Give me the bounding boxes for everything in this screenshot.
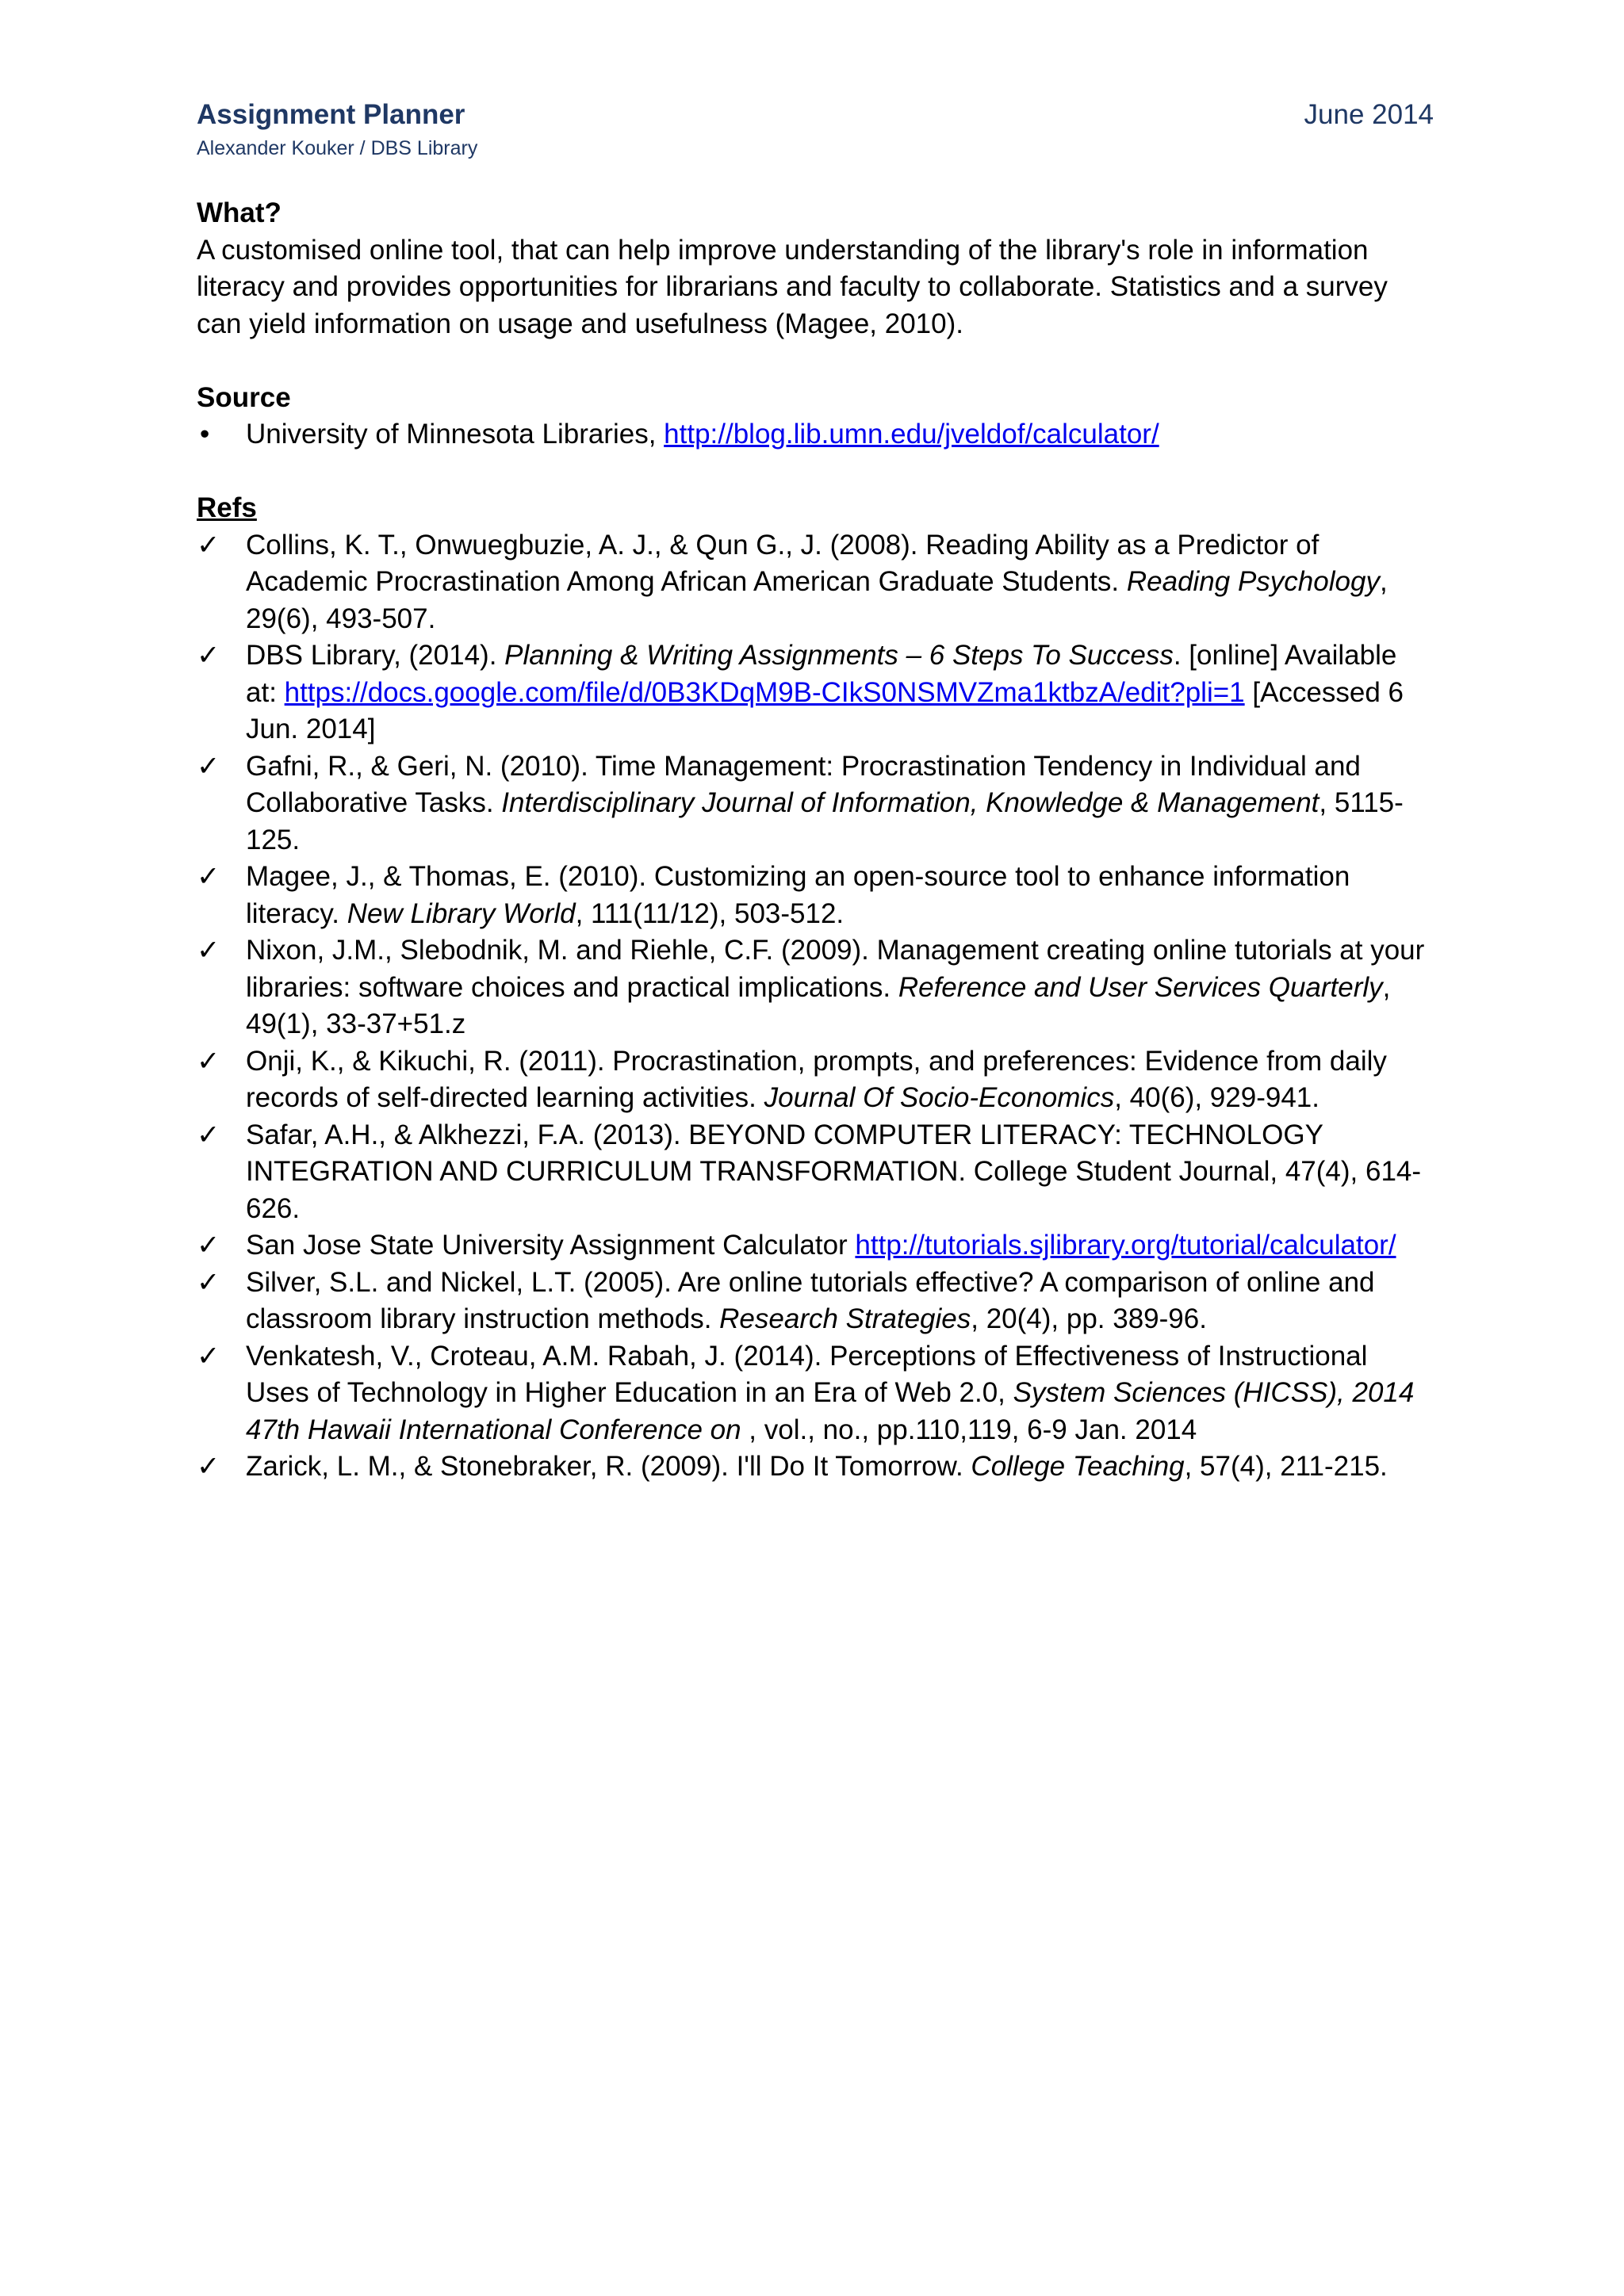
reference-text: Nixon, J.M., Slebodnik, M. and Riehle, C.F. (2009). Management creating online tutorials at your libraries: software choices and practical implications. (246, 935, 1425, 1003)
refs-heading: Refs (197, 492, 257, 523)
document-author: Alexander Kouker / DBS Library (197, 137, 478, 159)
reference-item (197, 748, 1434, 859)
what-paragraph: A customised online tool, that can help improve understanding of the library's role in information literacy and provides opportunities for librarians and faculty to collaborate. Statistics and a survey can yield information on usage and usefulness (Magee, 2010). (197, 234, 1388, 339)
reference-text: Zarick, L. M., & Stonebraker, R. (2009). I'll Do It Tomorrow. (246, 1451, 971, 1482)
reference-text: , 49(1), 33-37+51.z (246, 971, 1391, 1039)
reference-text: DBS Library, (2014). (246, 640, 505, 671)
checkmark-icon: ✓ (197, 1230, 220, 1261)
reference-text: Collins, K. T., Onwuegbuzie, A. J., & Qun G., J. (2008). Reading Ability as a Predictor of Academic Procrastination Among African American Graduate Students. (246, 529, 1320, 597)
reference-text: Magee, J., & Thomas, E. (2010). Customizing an open-source tool to enhance information literacy. (246, 861, 1350, 929)
checkmark-icon: ✓ (197, 1045, 220, 1077)
source-section (197, 380, 1434, 453)
reference-italic: Planning & Writing Assignments – 6 Steps To Success (504, 640, 1174, 671)
reference-text: Gafni, R., & Geri, N. (2010). Time Management: Procrastination Tendency in Individual and Collaborative Tasks. (246, 750, 1361, 818)
source-item-text: University of Minnesota Libraries, (246, 419, 665, 450)
reference-italic: Interdisciplinary Journal of Information, Knowledge & Management (501, 787, 1320, 818)
refs-section (197, 490, 1434, 1486)
spacer (197, 453, 1434, 491)
document-page (197, 94, 1434, 1482)
reference-text: , 5115-125. (246, 787, 1404, 855)
checkmark-icon: ✓ (197, 529, 220, 561)
reference-text: Safar, A.H., & Alkhezzi, F.A. (2013). BEYOND COMPUTER LITERACY: TECHNOLOGY INTEGRATION AND CURRICULUM TRANSFORMATION. College Student Journal, 47(4), 614-626. (246, 1119, 1422, 1224)
reference-italic: Journal Of Socio-Economics (764, 1082, 1115, 1113)
checkmark-icon: ✓ (197, 640, 220, 671)
reference-text: Silver, S.L. and Nickel, L.T. (2005). Are online tutorials effective? A comparison of online and classroom library instruction methods. (246, 1266, 1375, 1334)
reference-item (197, 1448, 1434, 1486)
document-title: Assignment Planner (197, 99, 465, 130)
bullet-icon: • (200, 419, 210, 450)
checkmark-icon: ✓ (197, 1119, 220, 1150)
reference-italic: Reference and User Services Quarterly (898, 971, 1383, 1003)
reference-text: , 20(4), pp. 389-96. (971, 1303, 1207, 1334)
reference-text: , 40(6), 929-941. (1114, 1082, 1320, 1113)
reference-link[interactable]: http://tutorials.sjlibrary.org/tutorial/calculator/ (855, 1230, 1396, 1261)
checkmark-icon: ✓ (197, 1266, 220, 1298)
reference-item (197, 527, 1434, 638)
checkmark-icon: ✓ (197, 935, 220, 966)
reference-item (197, 859, 1434, 932)
reference-text: Venkatesh, V., Croteau, A.M. Rabah, J. (2014). Perceptions of Effectiveness of Instructional Uses of Technology in Higher Education in an Era of Web 2.0, (246, 1340, 1368, 1408)
checkmark-icon: ✓ (197, 1340, 220, 1372)
reference-text: , 57(4), 211-215. (1184, 1451, 1388, 1482)
reference-item (197, 932, 1434, 1043)
source-heading: Source (197, 381, 291, 413)
reference-item (197, 1043, 1434, 1117)
source-item (197, 416, 1434, 453)
reference-italic: New Library World (347, 897, 576, 929)
document-body (197, 195, 1434, 1486)
reference-item (197, 1227, 1434, 1265)
reference-item (197, 1338, 1434, 1449)
reference-link[interactable]: https://docs.google.com/file/d/0B3KDqM9B-CIkS0NSMVZma1ktbzA/edit?pli=1 (284, 676, 1245, 708)
reference-text: , 111(11/12), 503-512. (575, 897, 845, 929)
source-link[interactable]: http://blog.lib.umn.edu/jveldof/calculator/ (664, 419, 1159, 450)
refs-list (197, 527, 1434, 1486)
document-date: June 2014 (1304, 99, 1434, 130)
spacer (197, 342, 1434, 380)
reference-italic: System Sciences (HICSS), 2014 47th Hawaii International Conference on (246, 1377, 1415, 1445)
reference-text: San Jose State University Assignment Calculator (246, 1230, 856, 1261)
reference-italic: Research Strategies (719, 1303, 971, 1334)
checkmark-icon: ✓ (197, 1451, 220, 1482)
checkmark-icon: ✓ (197, 750, 220, 782)
reference-text: , vol., no., pp.110,119, 6-9 Jan. 2014 (749, 1414, 1197, 1445)
reference-item (197, 1117, 1434, 1228)
reference-item (197, 637, 1434, 748)
reference-text: Onji, K., & Kikuchi, R. (2011). Procrastination, prompts, and preferences: Evidence from daily records of self-directed learning activities. (246, 1045, 1387, 1113)
reference-text: . [online] Available at: (246, 640, 1397, 708)
what-heading: What? (197, 197, 282, 228)
reference-italic: College Teaching (971, 1451, 1185, 1482)
page-header (197, 94, 1434, 162)
what-section (197, 195, 1434, 342)
reference-text: [Accessed 6 Jun. 2014] (246, 676, 1404, 744)
reference-text: , 29(6), 493-507. (246, 566, 1388, 634)
checkmark-icon: ✓ (197, 861, 220, 892)
reference-item (197, 1265, 1434, 1338)
reference-italic: Reading Psychology (1126, 566, 1380, 597)
